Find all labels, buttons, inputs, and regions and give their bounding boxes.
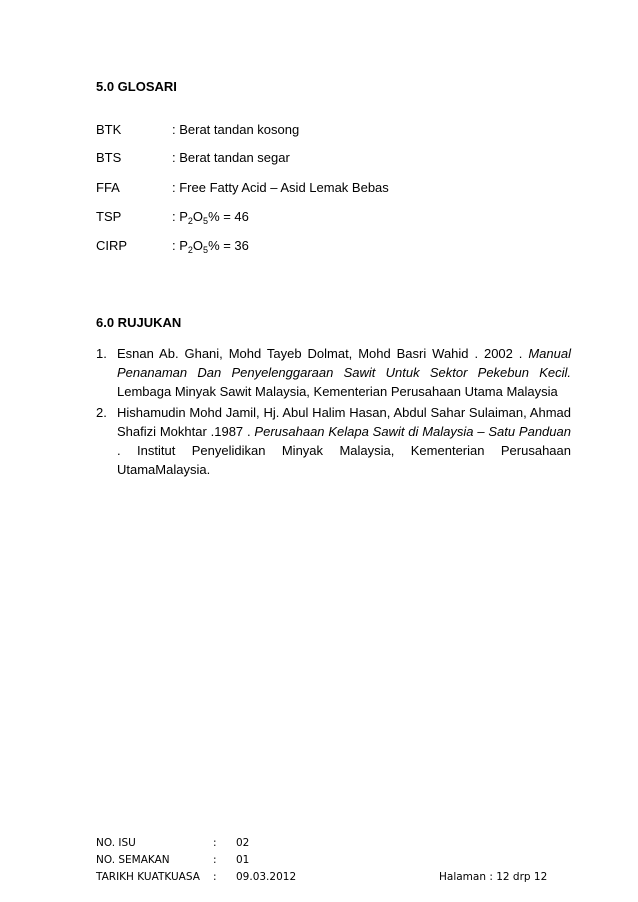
footer-colon: : bbox=[213, 871, 217, 883]
formula-mid: O bbox=[192, 238, 204, 253]
formula-subscript: 5 bbox=[203, 216, 209, 226]
reference-authors: Esnan Ab. Ghani, Mohd Tayeb Dolmat, Mohd Basri Wahid . 2002 . bbox=[117, 346, 523, 361]
formula-suffix: % = 46 bbox=[208, 209, 249, 224]
document-footer bbox=[96, 835, 546, 886]
reference-body bbox=[117, 403, 571, 479]
footer-row-issue bbox=[96, 835, 546, 852]
footer-value: 09.03.2012 bbox=[236, 871, 297, 883]
glossary-definition: : Berat tandan segar bbox=[172, 150, 290, 165]
rujukan-heading: 6.0 RUJUKAN bbox=[96, 315, 182, 330]
page-number: Halaman : 12 drp 12 bbox=[439, 871, 548, 883]
formula-prefix: : P bbox=[172, 238, 188, 253]
glossary-row-tsp bbox=[96, 209, 249, 225]
reference-title: Manual Penanaman Dan Penyelenggaraan Sawit Untuk Sektor Pekebun Kecil. bbox=[117, 346, 571, 380]
footer-colon: : bbox=[213, 837, 217, 849]
reference-body bbox=[117, 344, 571, 401]
glossary-definition bbox=[172, 238, 249, 254]
glossary-row-ffa bbox=[96, 180, 389, 196]
glossary-definition: : Berat tandan kosong bbox=[172, 122, 300, 137]
footer-colon: : bbox=[213, 854, 217, 866]
glossary-row-btk bbox=[96, 122, 299, 138]
footer-row-effective-date bbox=[96, 869, 546, 886]
reference-item-2 bbox=[96, 403, 571, 479]
glossary-term: CIRP bbox=[96, 238, 128, 253]
formula-subscript: 2 bbox=[187, 216, 193, 226]
glossary-term: FFA bbox=[96, 180, 120, 195]
glossary-definition bbox=[172, 209, 249, 225]
glossary-row-cirp bbox=[96, 238, 249, 254]
footer-value: 01 bbox=[236, 854, 250, 866]
footer-row-revision bbox=[96, 852, 546, 869]
reference-publisher: Lembaga Minyak Sawit Malaysia, Kementerian Perusahaan Utama Malaysia bbox=[117, 384, 558, 399]
reference-number: 1. bbox=[96, 346, 107, 361]
formula-prefix: : P bbox=[172, 209, 188, 224]
footer-label: TARIKH KUATKUASA bbox=[96, 871, 200, 883]
formula-subscript: 2 bbox=[187, 245, 193, 255]
reference-item-1 bbox=[96, 344, 571, 401]
footer-value: 02 bbox=[236, 837, 250, 849]
formula-subscript: 5 bbox=[203, 245, 209, 255]
reference-number: 2. bbox=[96, 405, 107, 420]
glossary-term: TSP bbox=[96, 209, 122, 224]
formula-suffix: % = 36 bbox=[208, 238, 249, 253]
footer-label: NO. ISU bbox=[96, 837, 136, 849]
footer-label: NO. SEMAKAN bbox=[96, 854, 170, 866]
reference-publisher: . Institut Penyelidikan Minyak Malaysia, Kementerian Perusahaan UtamaMalaysia. bbox=[117, 443, 571, 477]
glossary-term: BTS bbox=[96, 150, 122, 165]
formula-mid: O bbox=[192, 209, 204, 224]
glossary-row-bts bbox=[96, 150, 290, 166]
glossary-term: BTK bbox=[96, 122, 122, 137]
reference-title: Perusahaan Kelapa Sawit di Malaysia – Satu Panduan bbox=[254, 424, 571, 439]
glosari-heading: 5.0 GLOSARI bbox=[96, 79, 177, 94]
reference-authors: Hishamudin Mohd Jamil, Hj. Abul Halim Hasan, Abdul Sahar Sulaiman, Ahmad Shafizi Mokhtar .1987 . bbox=[117, 405, 571, 439]
glossary-definition: : Free Fatty Acid – Asid Lemak Bebas bbox=[172, 180, 389, 195]
